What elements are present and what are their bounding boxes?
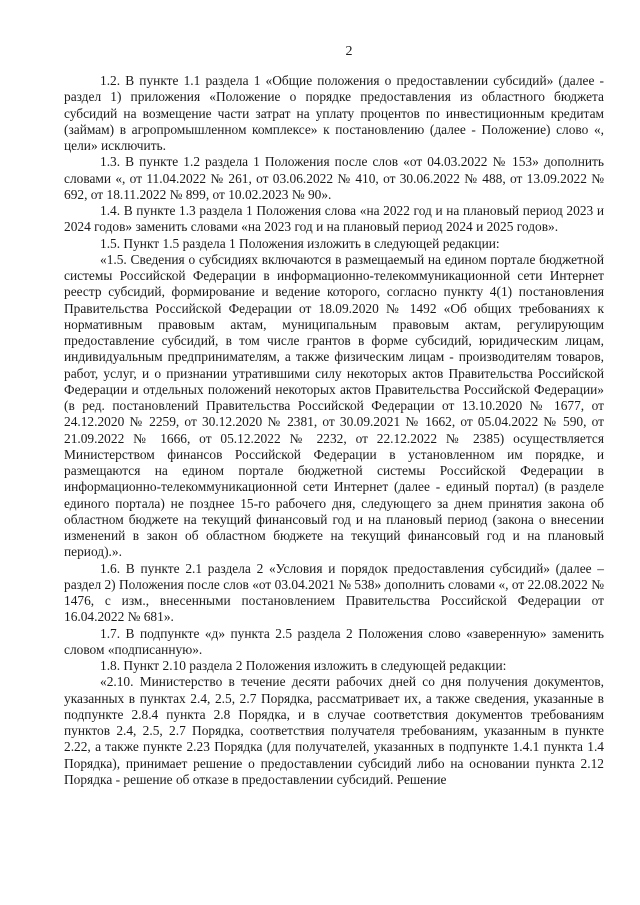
paragraph-1-7: 1.7. В подпункте «д» пункта 2.5 раздела 2 Положения слово «заверенную» заменить словом «подписанную».	[64, 625, 604, 657]
paragraph-1-5-text: «1.5. Сведения о субсидиях включаются в размещаемый на едином портале бюджетной системы Российской Федерации в информационно-телекоммуникационной сети Интернет реестр субсидий, формирование и ведение которого, согласно пункту 4(1) постановления Правительства Российской Федерации от 18.09.2020 № 1492 «Об общих требованиях к нормативным правовым актам, муниципальным правовым актам, регулирующим предоставление субсидий, в том числе грантов в форме субсидий, юридическим лицам, индивидуальным предпринимателям, а также физическим лицам - производителям товаров, работ, услуг, и о признании утратившими силу некоторых актов Правительства Российской Федерации и отдельных положений некоторых актов Правительства Российской Федерации» (в ред. постановлений Правительства Российской Федерации от 13.10.2020 № 1677, от 24.12.2020 № 2259, от 30.12.2020 № 2381, от 30.09.2021 № 1662, от 05.04.2022 № 590, от 21.09.2022 № 1666, от 05.12.2022 № 2232, от 22.12.2022 № 2385) осуществляется Министерством финансов Российской Федерации в установленном им порядке, и размещаются на едином портале бюджетной системы Российской Федерации в информационно-телекоммуникационной сети Интернет (далее - единый портал) (в разделе единого портала) не позднее 15-го рабочего дня, следующего за днем принятия закона об областном бюджете на текущий финансовый год и на плановый период (закона о внесении изменений в закон об областном бюджете на текущий финансовый год и на плановый период).».	[64, 251, 604, 560]
paragraph-1-6: 1.6. В пункте 2.1 раздела 2 «Условия и порядок предоставления субсидий» (далее – раздел 2) Положения после слов «от 03.04.2021 № 538» дополнить словами «, от 22.08.2022 № 1476, с изм., внесенными постановлением Правительства Российской Федерации от 16.04.2022 № 681».	[64, 560, 604, 625]
page-number: 2	[345, 44, 353, 59]
paragraph-1-5: 1.5. Пункт 1.5 раздела 1 Положения изложить в следующей редакции:	[100, 235, 500, 251]
paragraph-2-10-text: «2.10. Министерство в течение десяти рабочих дней со дня получения документов, указанных в пунктах 2.4, 2.5, 2.7 Порядка, рассматривает их, а также сведения, указанные в подпункте 2.8.4 пункта 2.8 Порядка, и в случае соответствия документов требованиям пунктов 2.4, 2.5, 2.7 Порядка, соответствия получателя требованиям, указанным в пункте 2.22, а также пункте 2.23 Порядка (для получателей, указанных в подпункте 1.4.1 пункта 1.4 Порядка), принимает решение о предоставлении субсидий либо на основании пункта 2.12 Порядка - решение об отказе в предоставлении субсидий. Решение	[64, 674, 604, 787]
paragraph-1-2: 1.2. В пункте 1.1 раздела 1 «Общие положения о предоставлении субсидий» (далее - раздел 1) приложения «Положение о порядке предоставления из областного бюджета субсидий на возмещение части затрат на уплату процентов по инвестиционным кредитам (займам) в агропромышленном комплексе» к постановлению (далее - Положение) слово «, цели» исключить.	[64, 73, 604, 153]
paragraph-1-4: 1.4. В пункте 1.3 раздела 1 Положения слова «на 2022 год и на плановый период 2023 и 2024 годов» заменить словами «на 2023 год и на плановый период 2024 и 2025 годов».	[64, 203, 604, 235]
paragraph-1-3: 1.3. В пункте 1.2 раздела 1 Положения после слов «от 04.03.2022 № 153» дополнить словами «, от 11.04.2022 № 261, от 03.06.2022 № 410, от 30.06.2022 № 488, от 13.09.2022 № 692, от 18.11.2022 № 899, от 10.02.2023 № 90».	[64, 154, 604, 202]
paragraph-1-8: 1.8. Пункт 2.10 раздела 2 Положения изложить в следующей редакции:	[100, 658, 507, 673]
document-body	[64, 73, 604, 788]
